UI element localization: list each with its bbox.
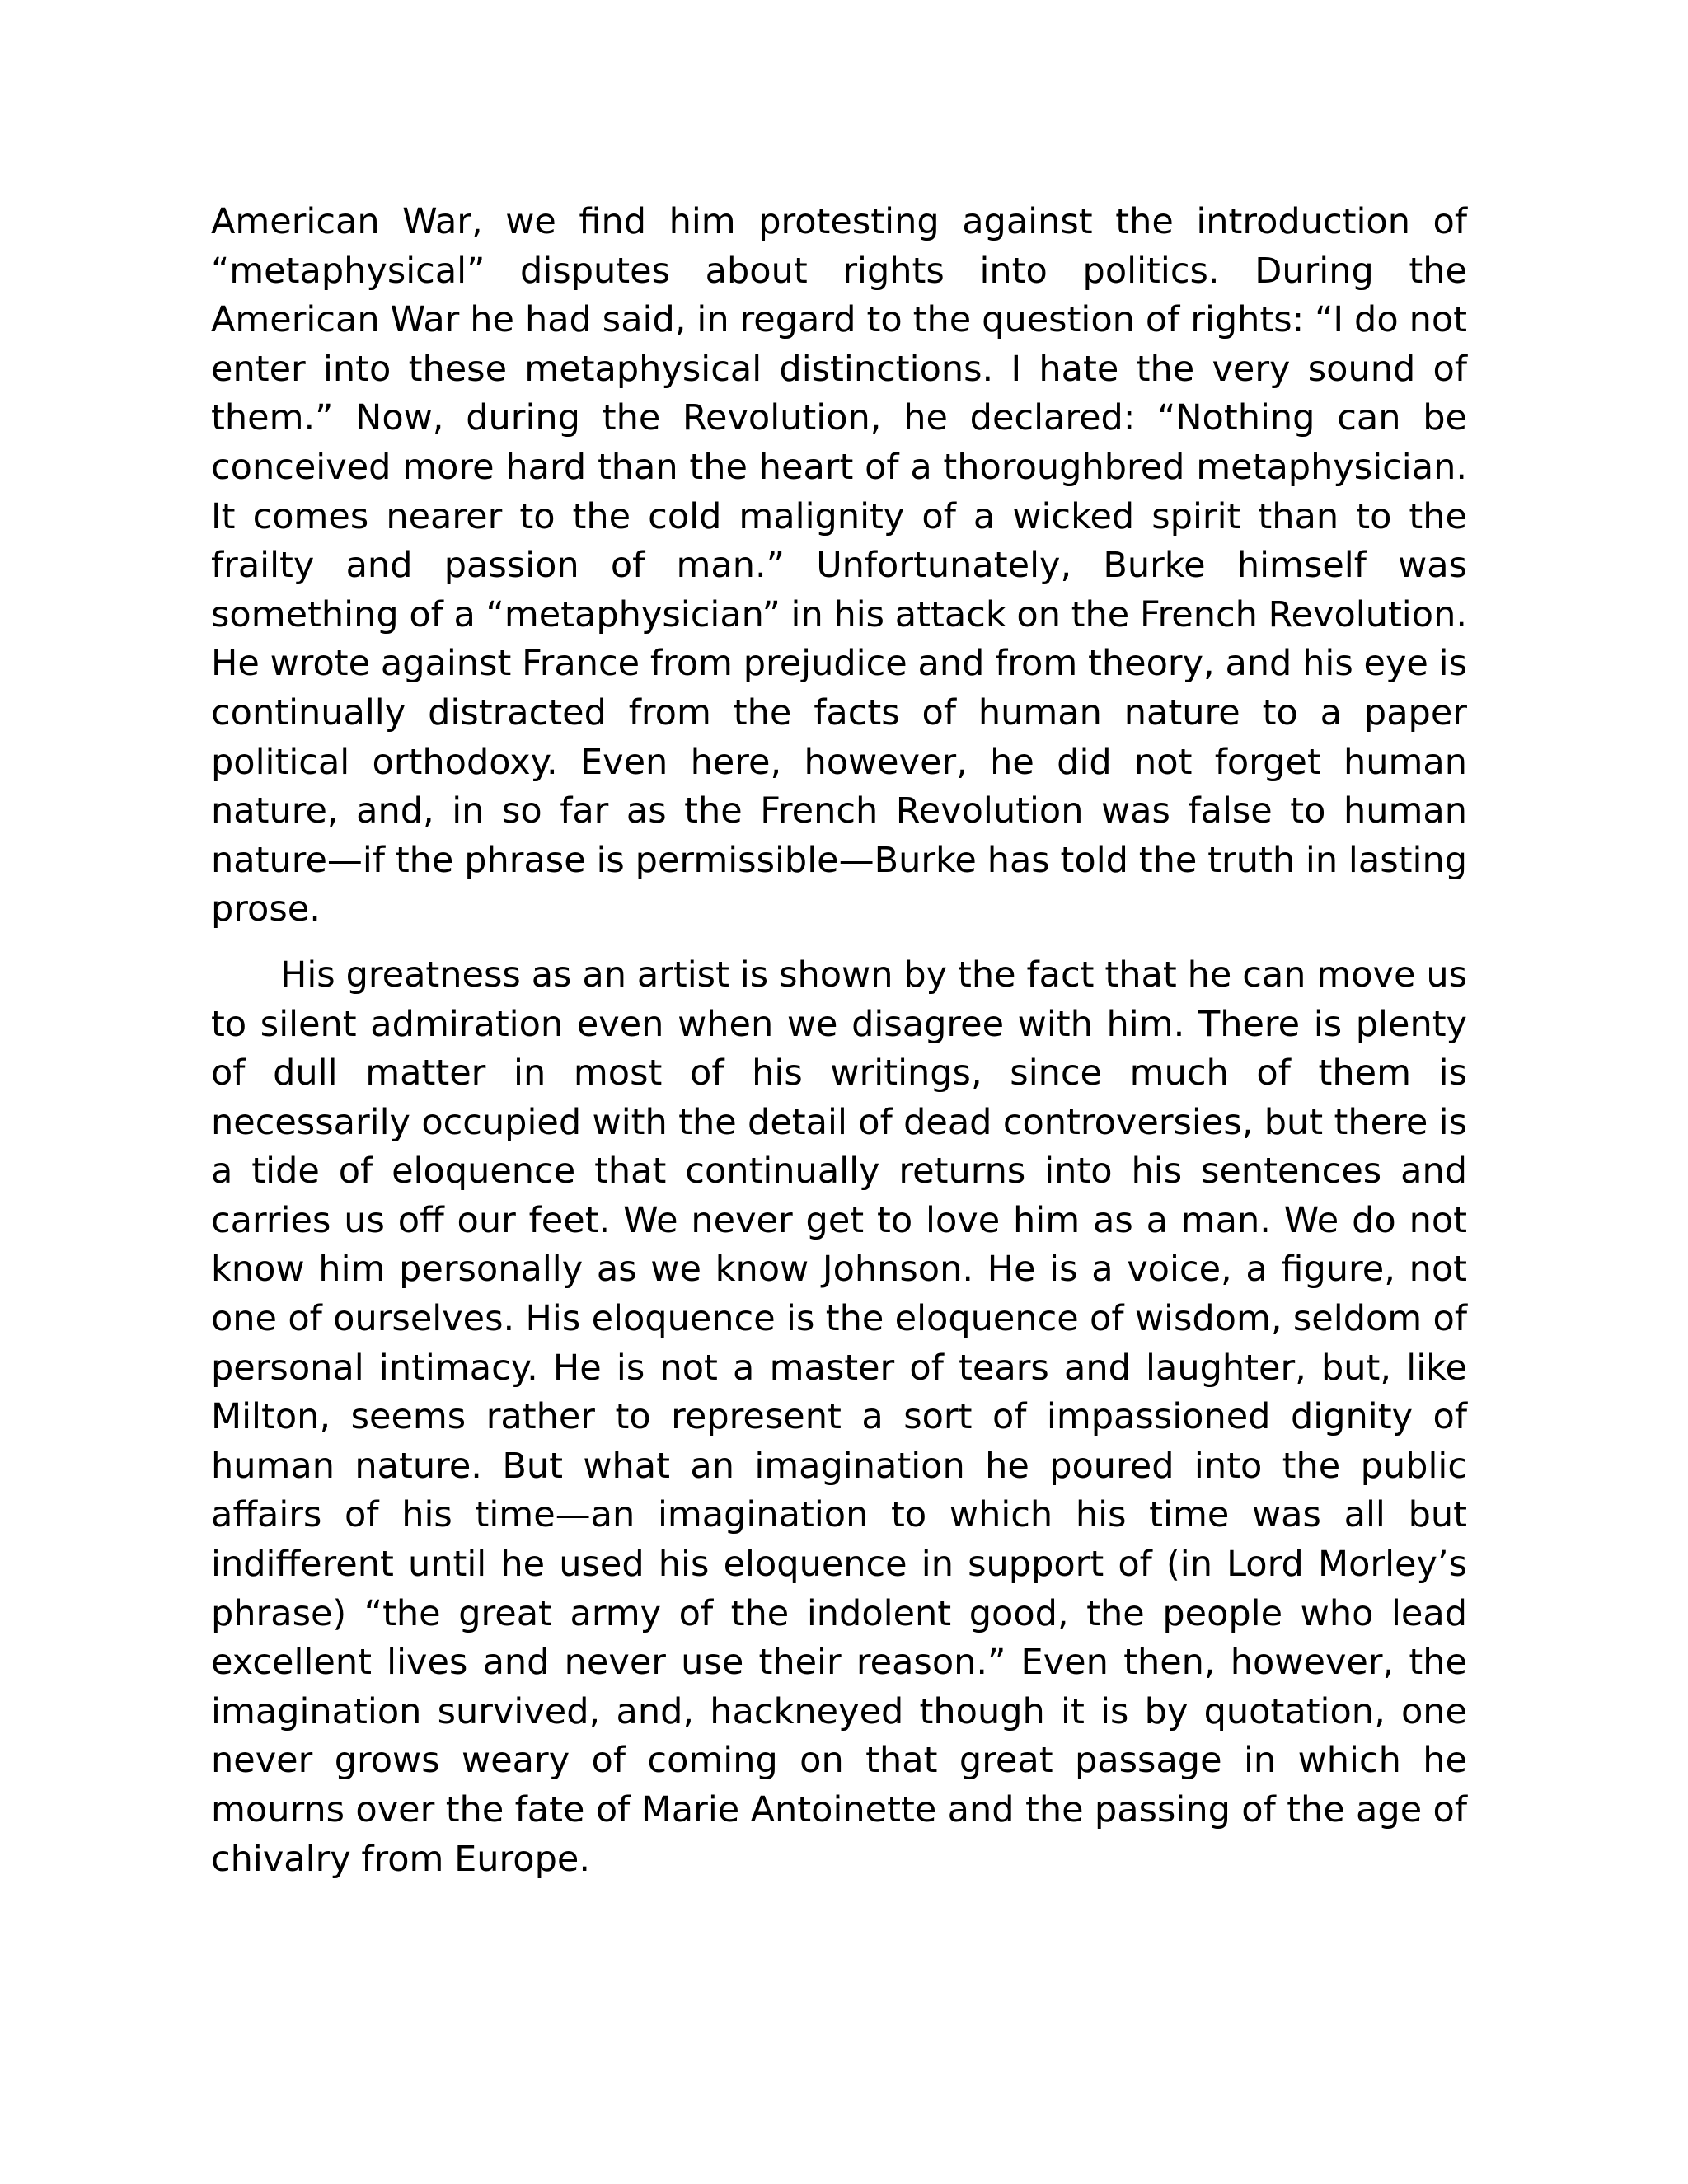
body-text <box>211 198 1467 1884</box>
paragraph-2: His greatness as an artist is shown by the fact that he can move us to silent admiration even when we disagree with him. There is plenty of dull matter in most of his writings, since much of them is necessarily occupied with the detail of dead controversies, but there is a tide of eloquence that continually returns into his sentences and carries us off our feet. We never get to love him as a man. We do not know him personally as we know Johnson. He is a voice, a figure, not one of ourselves. His eloquence is the eloquence of wisdom, seldom of personal intimacy. He is not a master of tears and laughter, but, like Milton, seems rather to represent a sort of impassioned dignity of human nature. But what an imagination he poured into the public affairs of his time—an imagination to which his time was all but indifferent until he used his eloquence in support of (in Lord Morley’s phrase) “the great army of the indolent good, the people who lead excellent lives and never use their reason.” Even then, however, the imagination survived, and, hackneyed though it is by quotation, one never grows weary of coming on that great passage in which he mourns over the fate of Marie Antoinette and the passing of the age of chivalry from Europe. <box>211 954 1467 1880</box>
paragraph-1: American War, we find him protesting against the introduction of “metaphysical” disputes about rights into politics. During the American War he had said, in regard to the question of rights: “I do not enter into these metaphysical distinctions. I hate the very sound of them.” Now, during the Revolution, he declared: “Nothing can be conceived more hard than the heart of a thoroughbred metaphysician. It comes nearer to the cold malignity of a wicked spirit than to the frailty and passion of man.” Unfortunately, Burke himself was something of a “metaphysician” in his attack on the French Revolution. He wrote against France from prejudice and from theory, and his eye is continually distracted from the facts of human nature to a paper political orthodoxy. Even here, however, he did not forget human nature, and, in so far as the French Revolution was false to human nature—if the phrase is permissible—Burke has told the truth in lasting prose. <box>211 201 1467 930</box>
